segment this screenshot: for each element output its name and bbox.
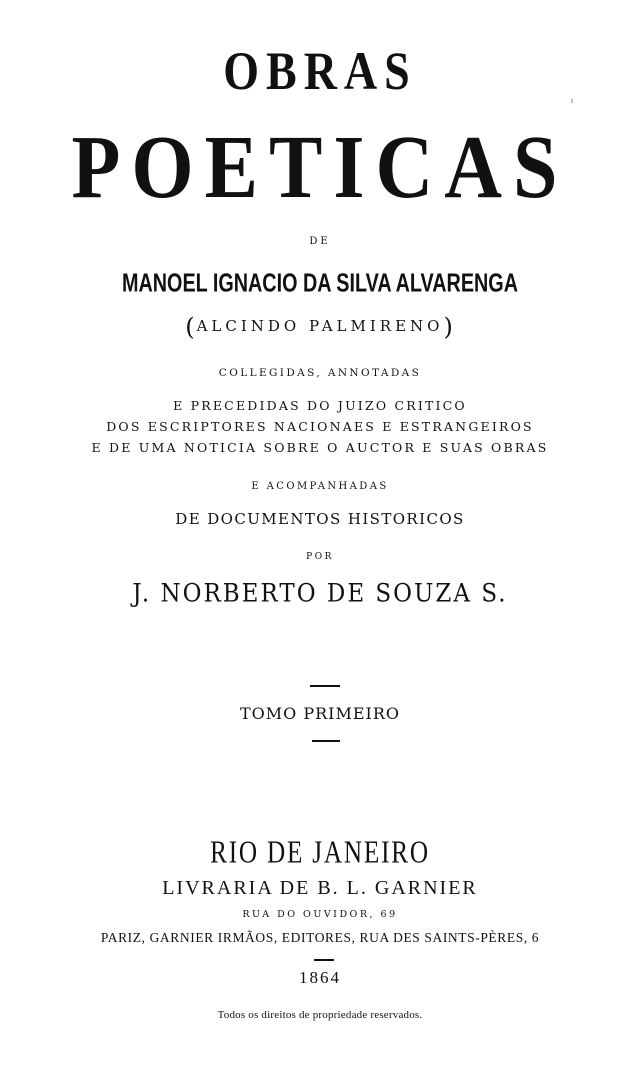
notice-line: E DE UMA NOTICIA SOBRE O AUCTOR E SUAS OBRAS xyxy=(91,440,549,455)
close-parenthesis: ) xyxy=(443,313,455,341)
title-line-obras: OBRAS xyxy=(223,40,417,101)
divider-year xyxy=(314,959,334,961)
volume-label: TOMO PRIMEIRO xyxy=(239,704,401,723)
imprint-year: 1864 xyxy=(299,968,341,987)
divider-bottom xyxy=(312,740,340,742)
author-name: MANOEL IGNACIO DA SILVA ALVARENGA xyxy=(122,267,518,297)
imprint-address: RUA DO OUVIDOR, 69 xyxy=(242,909,398,920)
collected-annotated-line: COLLEGIDAS, ANNOTADAS xyxy=(218,367,422,379)
title-line-poeticas: POETICAS xyxy=(71,118,569,218)
author-pseudonym: ALCINDO PALMIRENO xyxy=(196,317,444,335)
by-label: DE xyxy=(309,236,331,247)
documents-line: DE DOCUMENTOS HISTORICOS xyxy=(175,510,465,528)
ink-speck: ˀ xyxy=(571,99,574,109)
editor-name: J. NORBERTO DE SOUZA S. xyxy=(132,579,508,608)
author-pseudonym-line xyxy=(0,315,640,339)
preceded-line: E PRECEDIDAS DO JUIZO CRITICO xyxy=(173,398,467,413)
divider-top xyxy=(310,685,340,687)
imprint-city: RIO DE JANEIRO xyxy=(210,835,430,871)
imprint-paris-line: PARIZ, GARNIER IRMÃOS, EDITORES, RUA DES SAINTS-PÈRES, 6 xyxy=(100,930,540,945)
by-editor-label: POR xyxy=(306,552,334,562)
rights-notice: Todos os direitos de propriedade reservados. xyxy=(217,1009,423,1021)
accompanied-line: E ACOMPANHADAS xyxy=(251,481,389,492)
writers-line: DOS ESCRIPTORES NACIONAES E ESTRANGEIROS xyxy=(106,419,534,434)
imprint-publisher: LIVRARIA DE B. L. GARNIER xyxy=(162,877,478,899)
open-parenthesis: ( xyxy=(185,313,197,341)
